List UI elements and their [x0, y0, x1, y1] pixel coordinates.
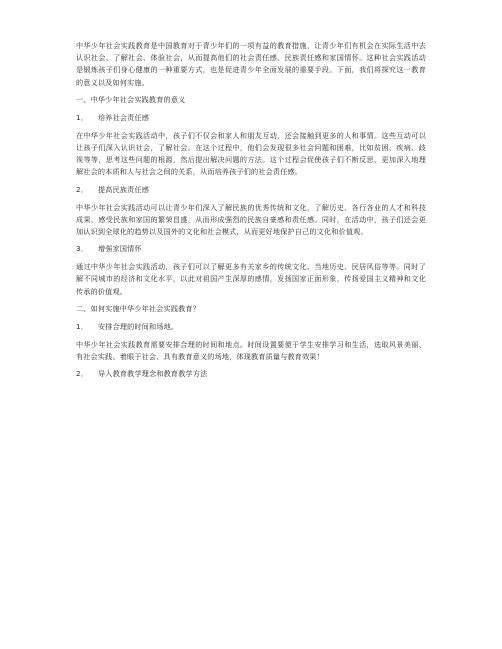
paragraph-national-responsibility: 中华少年社会实践活动可以让青少年们深入了解民族的优秀传统和文化，了解历史、各行各业的人才和科技成果，感受民族和家国的繁荣昌盛，从而形成强烈的民族自豪感和责任感。同时，在活动中，孩子们还会更加认识到全球化的趋势以及国外的文化和社会模式，从而更好地保护自己的文化和价值观。 [76, 202, 426, 237]
item-title: 提高民族责任感 [98, 184, 150, 194]
item-title: 导入教育教学理念和教育教学方法 [98, 369, 208, 379]
item-title: 增强家国情怀 [98, 244, 142, 254]
subheading-time-and-venue [76, 321, 426, 333]
paragraph-social-responsibility: 在中华少年社会实践活动中，孩子们不仅会和家人和朋友互动，还会接触到更多的人和事情。这些互动可以让孩子们深入认识社会，了解社会。在这个过程中，他们会发现很多社会问题和困难，比如贫困、疾病、歧视等等，思考这些问题的根源，然后提出解决问题的方法。这个过程会促使孩子们不断反思，更加深入地理解社会的本质和人与社会之间的关系，从而培养孩子们的社会责任感。 [76, 130, 426, 177]
section-heading-meaning: 一、中华少年社会实践教育的意义 [76, 94, 186, 104]
item-number: 1． [76, 112, 89, 122]
item-number: 2． [76, 184, 89, 194]
subheading-teaching-methods [76, 368, 426, 380]
subheading-social-responsibility [76, 112, 426, 124]
section-heading-implementation: 二、如何实施中华少年社会实践教育？ [76, 303, 200, 313]
paragraph-time-and-venue: 中华少年社会实践教育需要安排合理的时间和地点。时间设置要便于学生安排学习和生活，选取风景美丽、有社会实践、着眼于社会、具有教育意义的场地，体现教育质量与教育效果！ [76, 339, 426, 362]
item-title: 培养社会责任感 [98, 112, 150, 122]
intro-paragraph: 中华少年社会实践教育是中国教育对于青少年们的一项有益的教育措施，让青少年们有机会在实际生活中去认识社会、了解社会、体验社会，从而提高他们的社会责任感、民族责任感和家国情怀。这种社会实践活动是锻炼孩子们身心健康的一种重要方式，也是促进青少年全面发展的重要手段。下面，我们将探究这一教育的意义以及如何实施。 [76, 41, 426, 87]
paragraph-patriotism: 通过中华少年社会实践活动，孩子们可以了解更多有关家乡的传统文化、当地历史、民居风俗等等。同时了解不同城市的经济和文化水平，以此对祖国产生深厚的感情，发扬国家正面形象，传扬爱国主义精神和文化传承的价值观。 [76, 262, 426, 296]
item-number: 1． [76, 321, 89, 331]
item-title: 安排合理的时间和场地。 [98, 321, 179, 331]
item-number: 3． [76, 244, 89, 254]
subheading-national-responsibility [76, 184, 426, 196]
item-number: 2． [76, 369, 89, 379]
subheading-patriotism [76, 243, 426, 255]
